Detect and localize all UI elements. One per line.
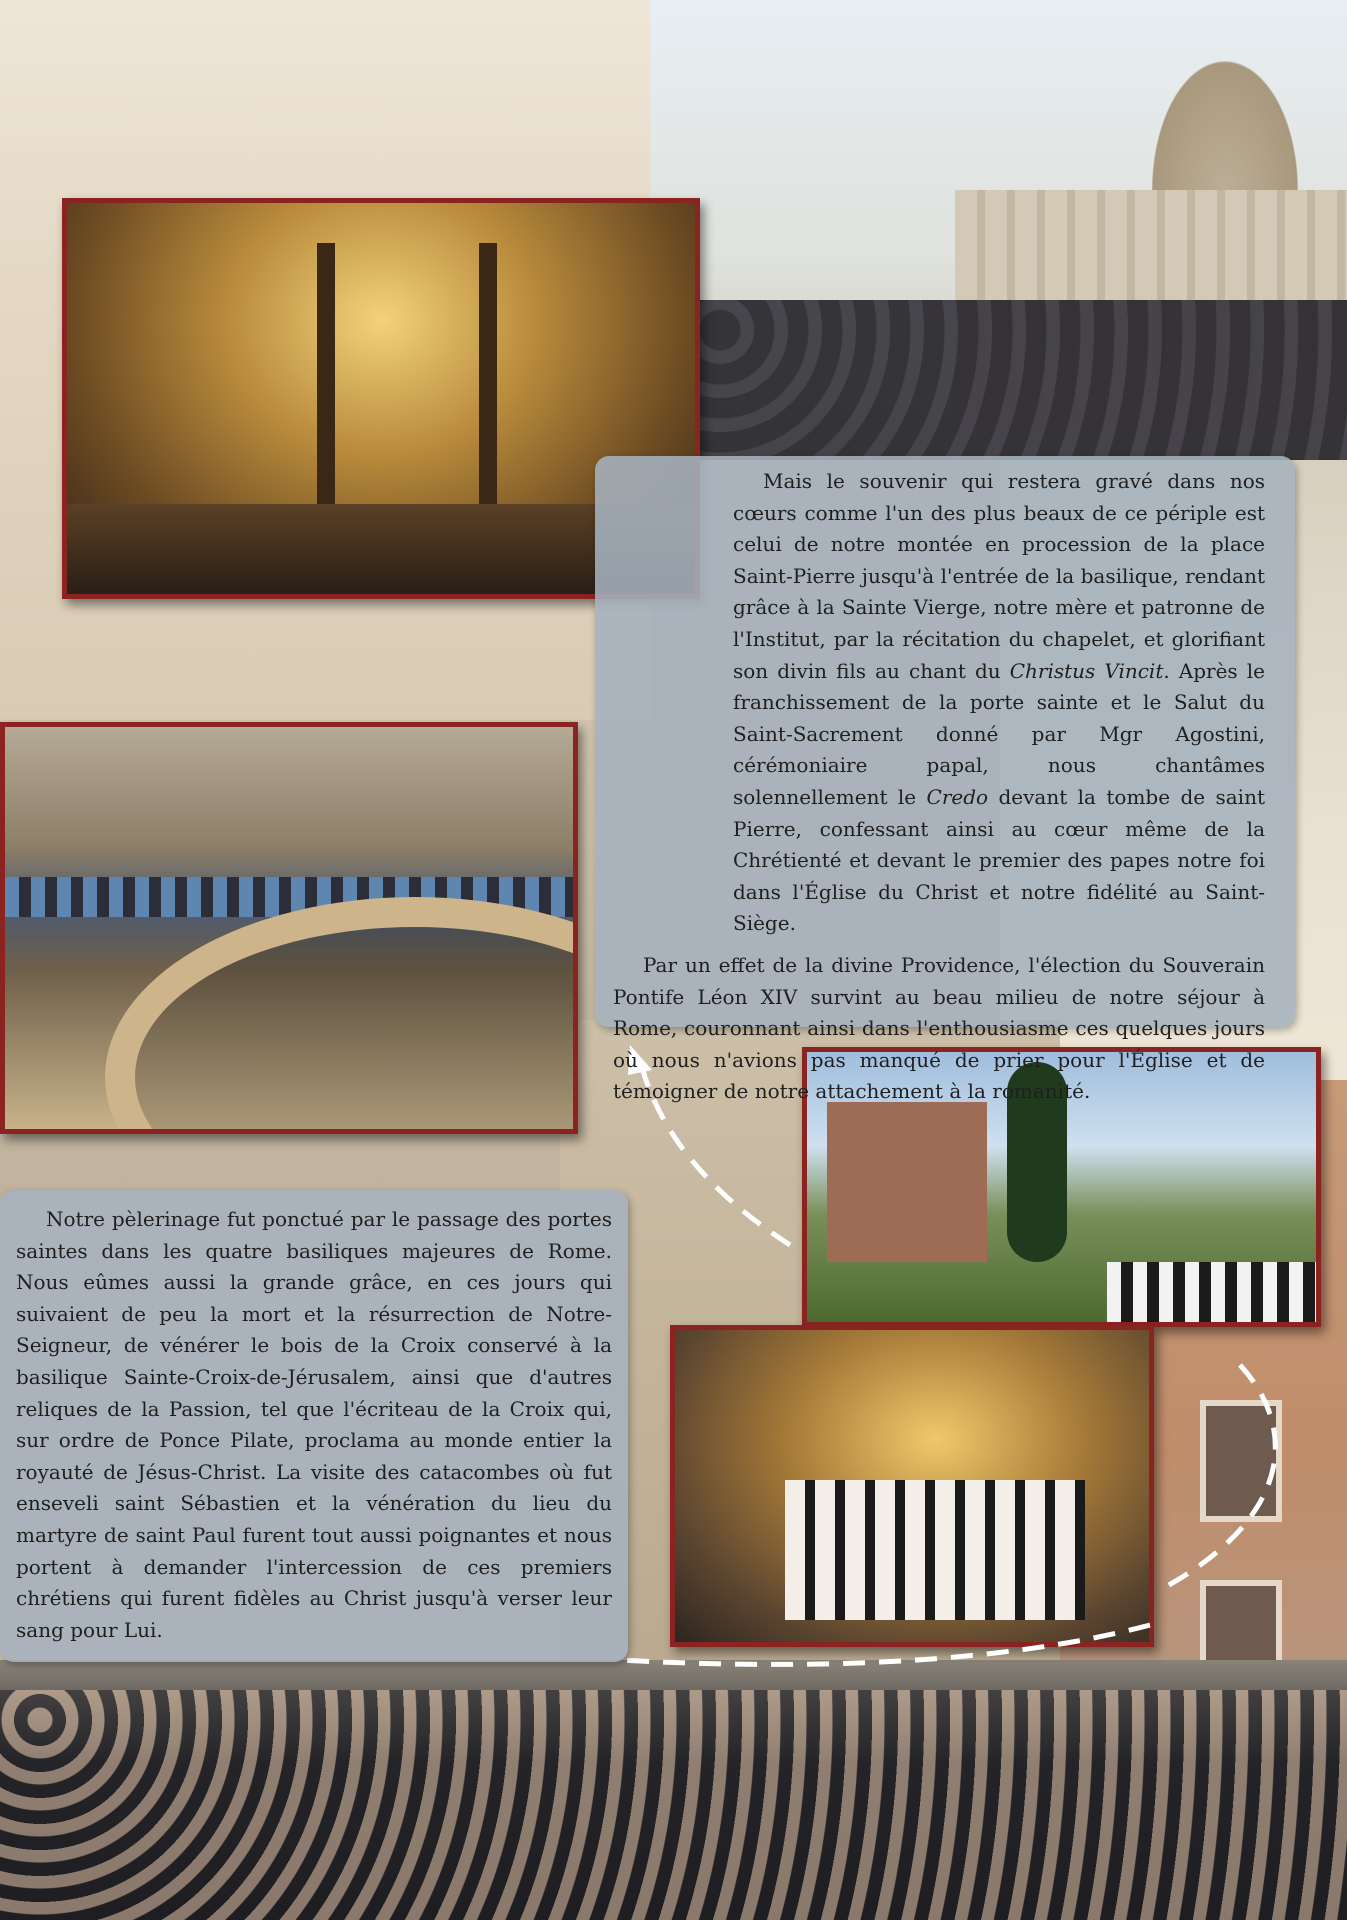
italic-title-christus-vincit: Christus Vincit — [1009, 658, 1164, 683]
text-panel-pilgrimage — [0, 1190, 628, 1662]
paragraph-procession — [613, 466, 1265, 940]
text-run: . Après le franchissement de la porte sainte et le Salut du Saint-Sacrement donné par Mgr Agostini, cérémoniaire papal, nous chantâmes solennellement le — [733, 658, 1265, 809]
paragraph-election: Par un effet de la divine Providence, l'élection du Souverain Pontife Léon XIV survint au beau milieu de notre séjour à Rome, couronnant ainsi dans l'enthousiasme ces quelques jours où nous n'avions pas manqué de prier pour l'Église et de témoigner de notre attachement à la romanité. — [613, 952, 1265, 1104]
paragraph-pilgrimage: Notre pèlerinage fut ponctué par le passage des portes saintes dans les quatre basiliques majeures de Rome. Nous eûmes aussi la grande grâce, en ces jours qui suivaient de peu la mort et la résurrection de Notre-Seigneur, de vénérer le bois de la Croix conservé à la basilique Sainte-Croix-de-Jérusalem, ainsi que d'autres reliques de la Passion, tel que l'écriteau de la Croix qui, sur ordre de Ponce Pilate, proclama au monde entier la royauté de Jésus-Christ. La visite des catacombes où fut enseveli saint Sébastien et la vénération du lieu du martyre de saint Paul furent tout aussi poignantes et nous portent à demander l'intercession de ces premiers chrétiens qui furent fidèles au Christ jusqu'à verser leur sang pour Lui. — [16, 1207, 612, 1642]
italic-title-credo: Credo — [926, 784, 989, 809]
text-run: Mais le souvenir qui restera gravé dans nos cœurs comme l'un des plus beaux de ce périple est celui de notre montée en procession de la place Saint-Pierre jusqu'à l'entrée de la basilique, rendant grâce à la Sainte Vierge, notre mère et patronne de l'Institut, par la récitation du chapelet, et glorifiant son divin fils au chant du — [733, 469, 1265, 683]
text-panel-procession — [595, 456, 1295, 1104]
text-run: devant la tombe de saint Pierre, confessant ainsi au cœur même de la Chrétienté et devant le premier des papes notre foi dans l'Église du Christ et notre fidélité au Saint-Siège. — [733, 784, 1265, 936]
